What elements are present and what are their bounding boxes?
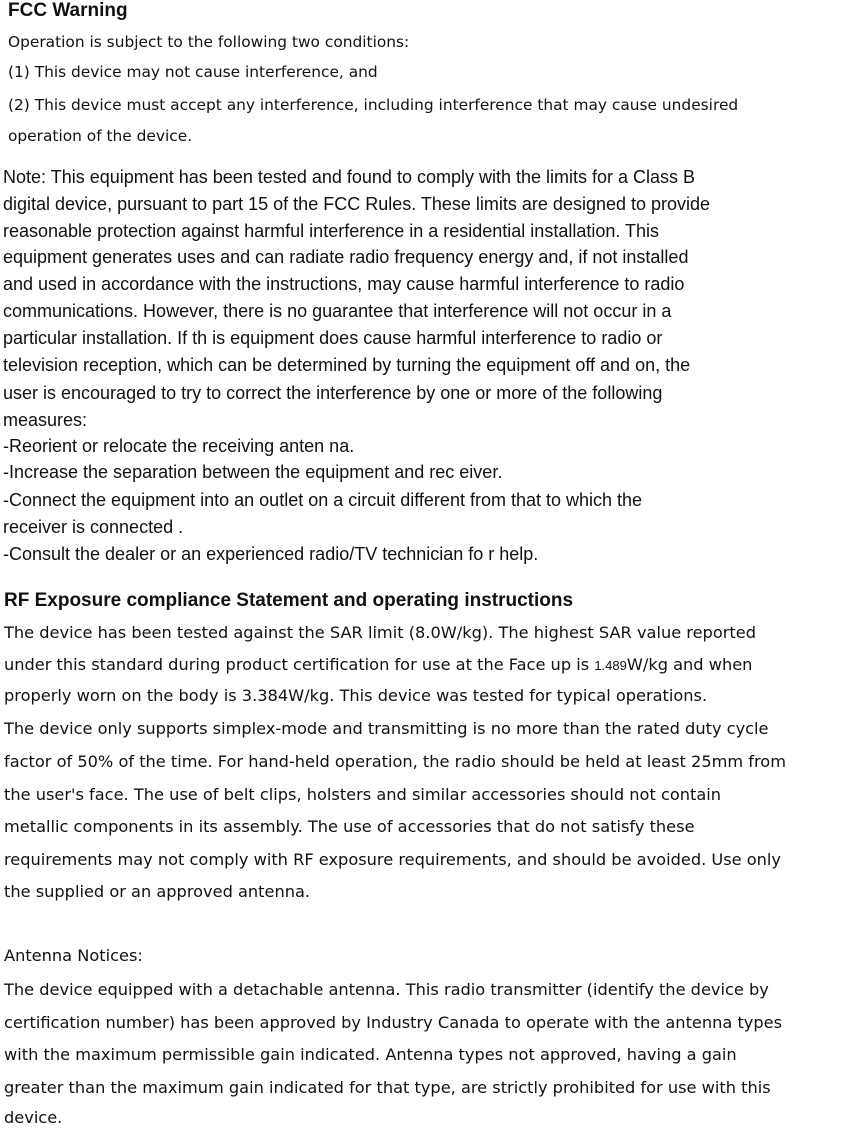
antenna-line: greater than the maximum gain indicated for that type, are strictly prohibited for use with this <box>4 1078 771 1097</box>
fcc-note-line: equipment generates uses and can radiate radio frequency energy and, if not installed <box>3 247 689 267</box>
fcc-note-line: user is encouraged to try to correct the interference by one or more of the following <box>3 383 663 403</box>
rf-line <box>4 655 752 674</box>
fcc-condition-line: (1) This device may not cause interference, and <box>8 63 378 81</box>
rf-line: the user's face. The use of belt clips, holsters and similar accessories should not contain <box>4 785 722 804</box>
rf-line: The device only supports simplex-mode and transmitting is no more than the rated duty cycle <box>4 719 769 738</box>
rf-line-text: under this standard during product certification for use at the Face up is <box>4 655 590 674</box>
fcc-note-line: -Connect the equipment into an outlet on a circuit different from that to which the <box>3 490 643 510</box>
fcc-note-line: receiver is connected . <box>3 517 184 537</box>
antenna-notices-title: Antenna Notices: <box>4 946 143 965</box>
fcc-note-line: television reception, which can be determined by turning the equipment off and on, the <box>3 355 691 375</box>
antenna-line: device. <box>4 1108 63 1127</box>
rf-line: The device has been tested against the SAR limit (8.0W/kg). The highest SAR value reported <box>4 623 756 642</box>
rf-line-text: W/kg and when <box>626 655 753 674</box>
fcc-condition-line: operation of the device. <box>8 127 193 145</box>
rf-line: the supplied or an approved antenna. <box>4 882 311 901</box>
rf-line: properly worn on the body is 3.384W/kg. This device was tested for typical operations. <box>4 686 708 705</box>
face-sar-value: 1.489 <box>594 658 627 673</box>
fcc-note-line: -Consult the dealer or an experienced radio/TV technician fo r help. <box>3 544 539 564</box>
fcc-note-line: particular installation. If th is equipment does cause harmful interference to radio or <box>3 328 663 348</box>
antenna-line: The device equipped with a detachable antenna. This radio transmitter (identify the device by <box>4 980 769 999</box>
rf-line: factor of 50% of the time. For hand-held operation, the radio should be held at least 25mm from <box>4 752 786 771</box>
fcc-note-line: -Reorient or relocate the receiving anten na. <box>3 436 355 456</box>
fcc-condition-line: (2) This device must accept any interference, including interference that may cause undesired <box>8 96 739 114</box>
rf-line: metallic components in its assembly. The use of accessories that do not satisfy these <box>4 817 695 836</box>
rf-line: requirements may not comply with RF exposure requirements, and should be avoided. Use only <box>4 850 782 869</box>
fcc-note-line: communications. However, there is no guarantee that interference will not occur in a <box>3 301 672 321</box>
fcc-note-line: reasonable protection against harmful interference in a residential installation. This <box>3 221 660 241</box>
fcc-condition-line: Operation is subject to the following two conditions: <box>8 33 410 51</box>
rf-exposure-title: RF Exposure compliance Statement and operating instructions <box>4 590 574 611</box>
fcc-warning-title: FCC Warning <box>8 0 128 21</box>
antenna-line: with the maximum permissible gain indicated. Antenna types not approved, having a gain <box>4 1045 737 1064</box>
fcc-note-line: and used in accordance with the instructions, may cause harmful interference to radio <box>3 274 685 294</box>
fcc-note-line: digital device, pursuant to part 15 of the FCC Rules. These limits are designed to provide <box>3 194 711 214</box>
fcc-note-line: Note: This equipment has been tested and found to comply with the limits for a Class B <box>3 167 696 187</box>
fcc-note-line: measures: <box>3 410 88 430</box>
antenna-line: certification number) has been approved by Industry Canada to operate with the antenna types <box>4 1013 783 1032</box>
fcc-note-line: -Increase the separation between the equipment and rec eiver. <box>3 462 503 482</box>
